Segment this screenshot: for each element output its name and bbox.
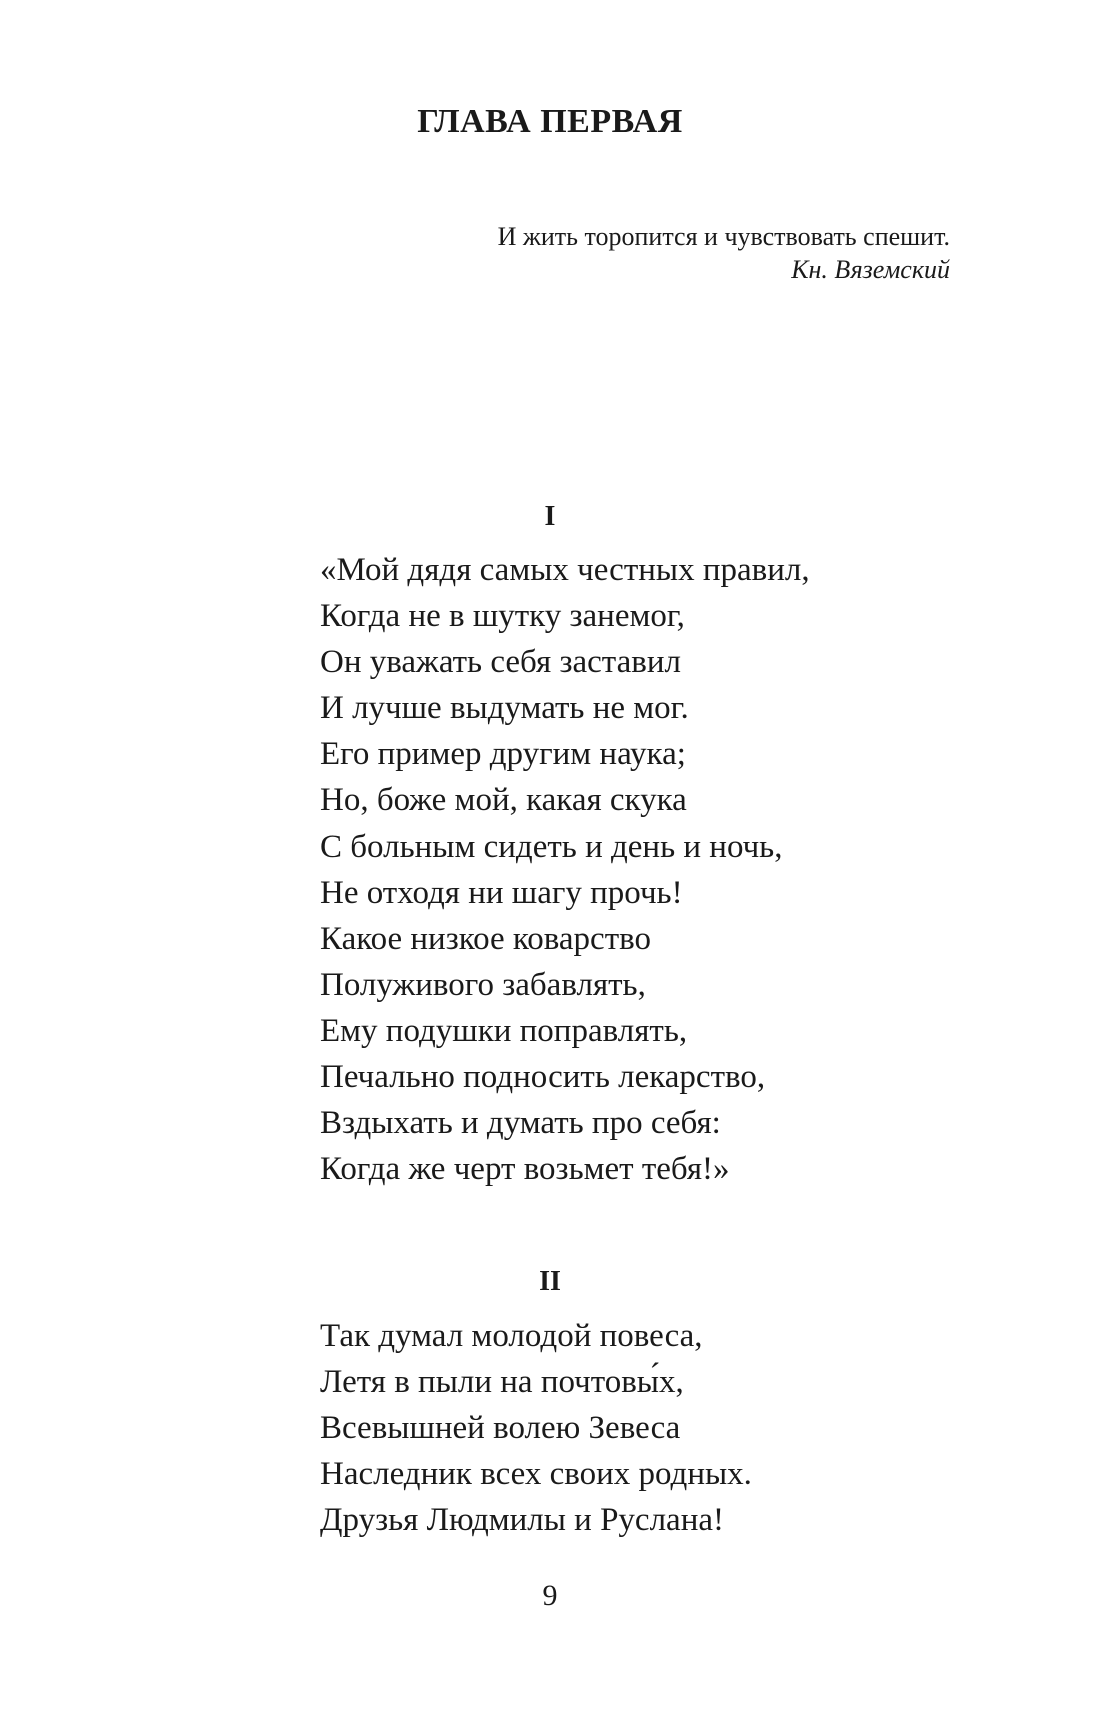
verse-line: Какое низкое коварство [320,920,651,957]
epigraph [498,220,950,286]
verse-line: С больным сидеть и день и ночь, [320,828,783,865]
stanza-number: I [544,501,556,532]
verse-line: Летя в пыли на почтовы́х, [320,1364,684,1401]
stanza [320,1313,752,1543]
verse-line: Когда не в шутку занемог, [320,598,685,635]
stanza [320,547,810,1192]
stanza-number: II [539,1266,561,1297]
verse-line: Когда же черт возьмет тебя!» [320,1151,730,1188]
page-number: 9 [542,1579,558,1612]
epigraph-author: Кн. Вяземский [791,255,950,284]
verse-line: Друзья Людмилы и Руслана! [320,1502,724,1539]
verse-line: И лучше выдумать не мог. [320,690,689,727]
verse-line: Он уважать себя заставил [320,644,681,681]
verse-line: Вздыхать и думать про себя: [320,1105,721,1142]
verse-line: Но, боже мой, какая скука [320,782,687,819]
verse-line: Так думал молодой повеса, [320,1318,703,1354]
verse-line: Наследник всех своих родных. [320,1456,752,1493]
verse-line: Печально подносить лекарство, [320,1059,766,1096]
verse-line: «Мой дядя самых честных правил, [320,552,810,588]
verse-line: Полуживого забавлять, [320,966,646,1003]
epigraph-quote: И жить торопится и чувствовать спешит. [497,222,950,251]
chapter-title: ГЛАВА ПЕРВАЯ [417,103,683,140]
verse-line: Всевышней волею Зевеса [320,1410,681,1447]
verse-line: Не отходя ни шагу прочь! [320,874,683,911]
verse-line: Его пример другим наука; [320,736,686,773]
verse-line: Ему подушки поправлять, [320,1012,688,1049]
